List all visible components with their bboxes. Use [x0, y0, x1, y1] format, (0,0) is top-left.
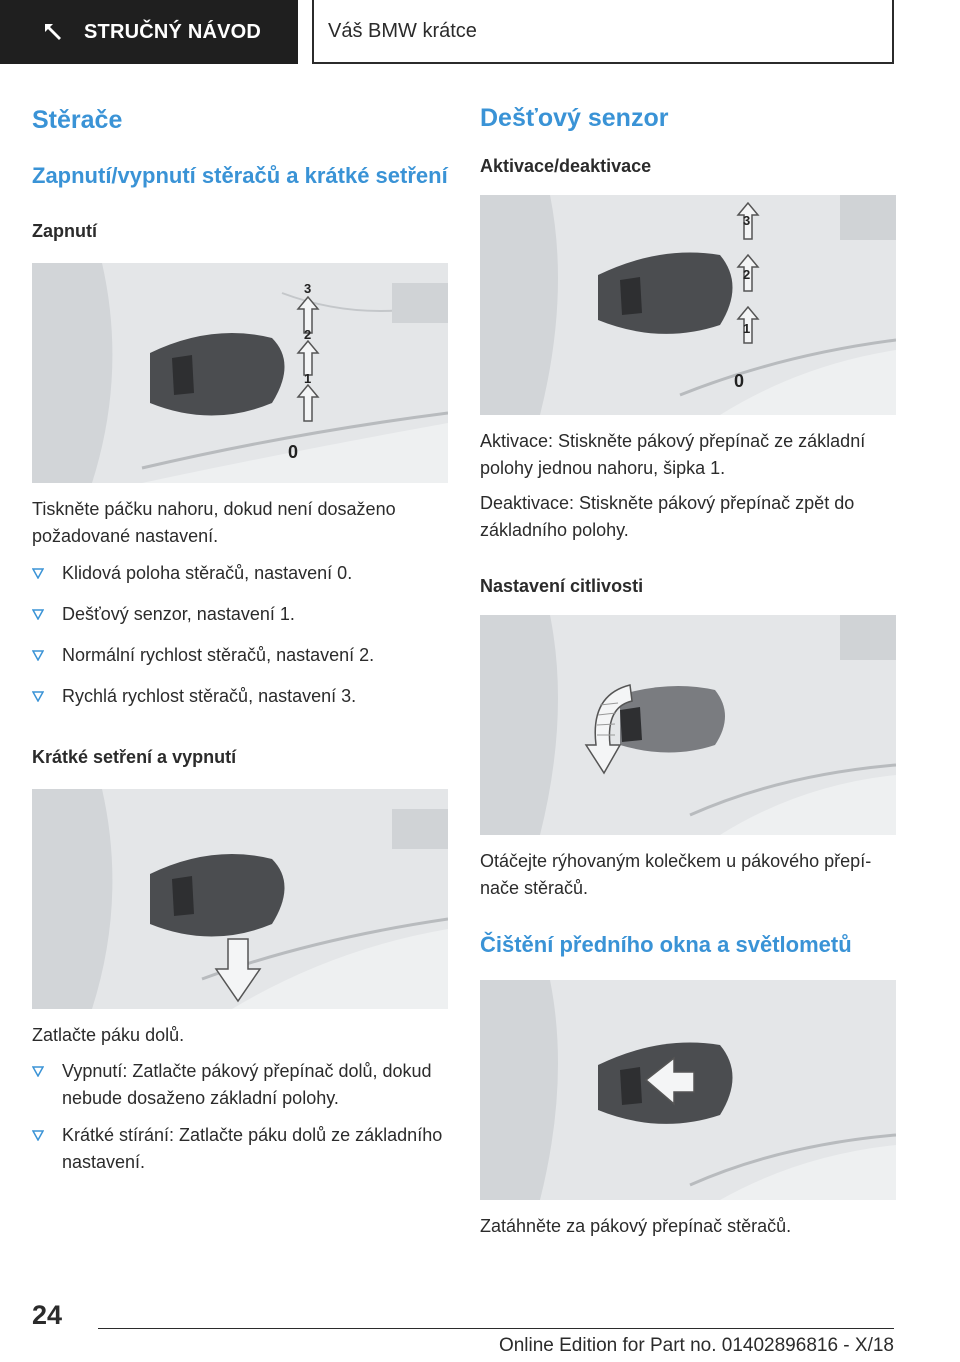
fig-label-2: 2	[743, 267, 751, 282]
list-item: Normální rychlost stěračů, nastavení 2.	[32, 642, 448, 669]
rain-sensor-title: Dešťový senzor	[480, 104, 669, 132]
figure-wiper-stalk-down	[32, 789, 448, 1009]
list-item: Rychlá rychlost stěračů, nastavení 3.	[32, 683, 448, 710]
washer-text: Zatáhněte za pákový přepínač stěračů.	[480, 1216, 792, 1236]
list-item: Dešťový senzor, nastavení 1.	[32, 601, 448, 628]
chapter-title	[312, 0, 894, 64]
list-item: Krátké stírání: Zatlačte páku dolů ze základního nastavení.	[32, 1122, 448, 1176]
washer-title: Čištění předního okna a světlometů	[480, 932, 852, 957]
triangle-bullet-icon	[32, 609, 44, 620]
triangle-bullet-icon	[32, 650, 44, 661]
heading-kratke-setreni: Krátké setření a vypnutí	[32, 747, 237, 767]
intro-kratke-setreni: Zatlačte páku dolů.	[32, 1025, 185, 1045]
footer-divider	[98, 1328, 894, 1329]
figure-sensitivity-wheel	[480, 615, 896, 835]
right-column	[480, 96, 896, 1240]
triangle-bullet-icon	[32, 568, 44, 579]
arrow-back-icon	[42, 21, 64, 43]
section-tab-label: STRUČNÝ NÁVOD	[84, 20, 262, 43]
deactivation-text: Deaktivace: Stiskněte pákový přepínač zpět do základního polohy.	[480, 493, 855, 540]
section-tab[interactable]	[0, 0, 298, 64]
fig-label-0: 0	[288, 442, 299, 462]
short-wipe-list	[32, 1058, 448, 1176]
fig-label-3: 3	[304, 281, 312, 296]
setting-list	[32, 560, 448, 710]
page-number: 24	[32, 1300, 63, 1330]
heading-aktivace: Aktivace/deaktivace	[480, 156, 652, 176]
sensitivity-text: Otáčejte rýhovaným kolečkem u pákového přepínače stěračů.	[480, 851, 872, 898]
fig-label-1: 1	[743, 321, 751, 336]
triangle-bullet-icon	[32, 1066, 44, 1077]
fig-label-3: 3	[743, 213, 751, 228]
section-subtitle: Zapnutí/vypnutí stěračů a krátké setření	[32, 163, 448, 188]
figure-rain-sensor-activation	[480, 195, 896, 415]
heading-zapnuti: Zapnutí	[32, 221, 97, 241]
edition-info: Online Edition for Part no. 01402896816 - X/18	[498, 1335, 894, 1356]
activation-text: Aktivace: Stiskněte pákový přepínač ze základní polohy jednou nahoru, šipka 1.	[480, 431, 866, 478]
fig-label-2: 2	[304, 327, 312, 342]
figure-washer-stalk	[480, 980, 896, 1200]
triangle-bullet-icon	[32, 1130, 44, 1141]
intro-zapnuti: Tiskněte páčku nahoru, dokud není dosaženo požadované nastavení.	[32, 499, 396, 546]
triangle-bullet-icon	[32, 691, 44, 702]
list-item: Klidová poloha stěračů, nastavení 0.	[32, 560, 448, 587]
fig-label-1: 1	[304, 371, 312, 386]
heading-citlivost: Nastavení citlivosti	[480, 576, 644, 596]
fig-label-0: 0	[734, 371, 745, 391]
list-item: Vypnutí: Zatlačte pákový přepínač dolů, dokud nebude dosaženo základní polohy.	[32, 1058, 448, 1112]
figure-wiper-stalk-up	[32, 263, 448, 483]
page-title: Stěrače	[32, 106, 123, 134]
left-column	[32, 96, 448, 1176]
chapter-title-label: Váš BMW krátce	[328, 19, 477, 42]
